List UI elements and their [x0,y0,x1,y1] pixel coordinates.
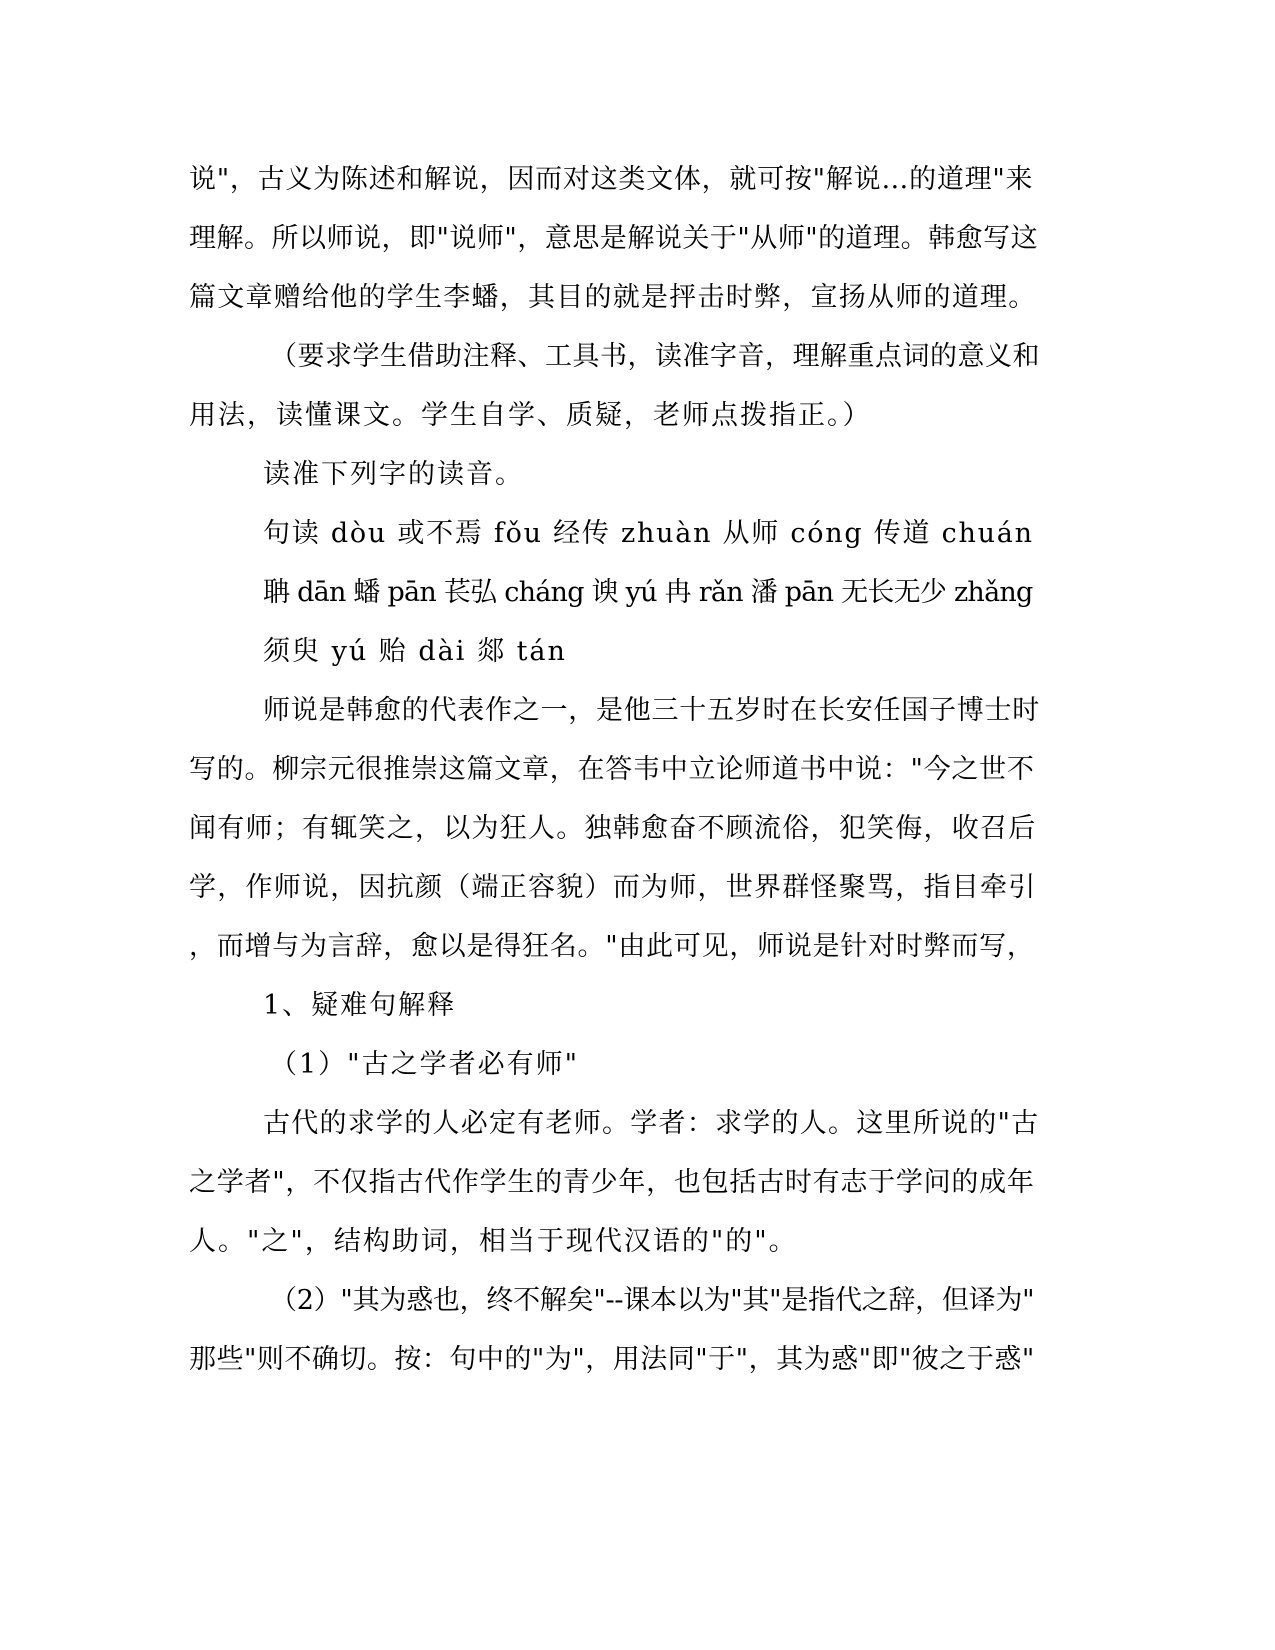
subsection-heading: （1）"古之学者必有师" [270,1049,580,1080]
text-line: 学，作师说，因抗颜（端正容貌）而为师，世界群怪聚骂，指目牵引 [189,872,1037,903]
text-line: 师说是韩愈的代表作之一，是他三十五岁时在长安任国子博士时 [263,695,1040,726]
text-line: 篇文章赠给他的学生李蟠，其目的就是抨击时弊，宣扬从师的道理。 [189,282,1037,313]
text-line: 人。"之"，结构助词，相当于现代汉语的"的"。 [189,1226,798,1257]
text-line: 之学者"，不仅指古代作学生的青少年，也包括古时有志于学问的成年 [189,1167,1035,1198]
text-line: （2）"其为惑也，终不解矣"--课本以为"其"是指代之辞，但译为" [270,1285,1035,1316]
text-line: 说"，古义为陈述和解说，因而对这类文体，就可按"解说…的道理"来 [189,164,1034,195]
text-line: 写的。柳宗元很推崇这篇文章，在答韦中立论师道书中说："今之世不 [189,754,1035,785]
pinyin-line: 须臾 yú 贻 dài 郯 tán [263,636,567,667]
text-line: 那些"则不确切。按：句中的"为"，用法同"于"，其为惑"即"彼之于惑" [189,1344,1035,1375]
pinyin-line: 句读 dòu 或不焉 fǒu 经传 zhuàn 从师 cóng 传道 chuán [263,518,1034,549]
text-line: ，而增与为言辞，愈以是得狂名。"由此可见，师说是针对时弊而写， [189,931,1035,962]
section-heading: 1、疑难句解释 [263,990,457,1021]
text-line: 读准下列字的读音。 [263,459,524,490]
text-line: 古代的求学的人必定有老师。学者：求学的人。这里所说的"古 [263,1108,1040,1139]
text-line: 闻有师；有辄笑之，以为狂人。独韩愈奋不顾流俗，犯笑侮，收召后 [189,813,1037,844]
text-line: 理解。所以师说，即"说师"，意思是解说关于"从师"的道理。韩愈写这 [189,223,1039,254]
text-line: （要求学生借助注释、工具书，读准字音，理解重点词的意义和 [270,341,1040,372]
text-line: 用法，读懂课文。学生自学、质疑，老师点拨指正。） [189,400,872,431]
pinyin-line: 聃 dān 蟠 pān 苌弘 cháng 谀 yú 冉 rǎn 潘 pān 无长无少 zhǎng [263,577,1033,608]
